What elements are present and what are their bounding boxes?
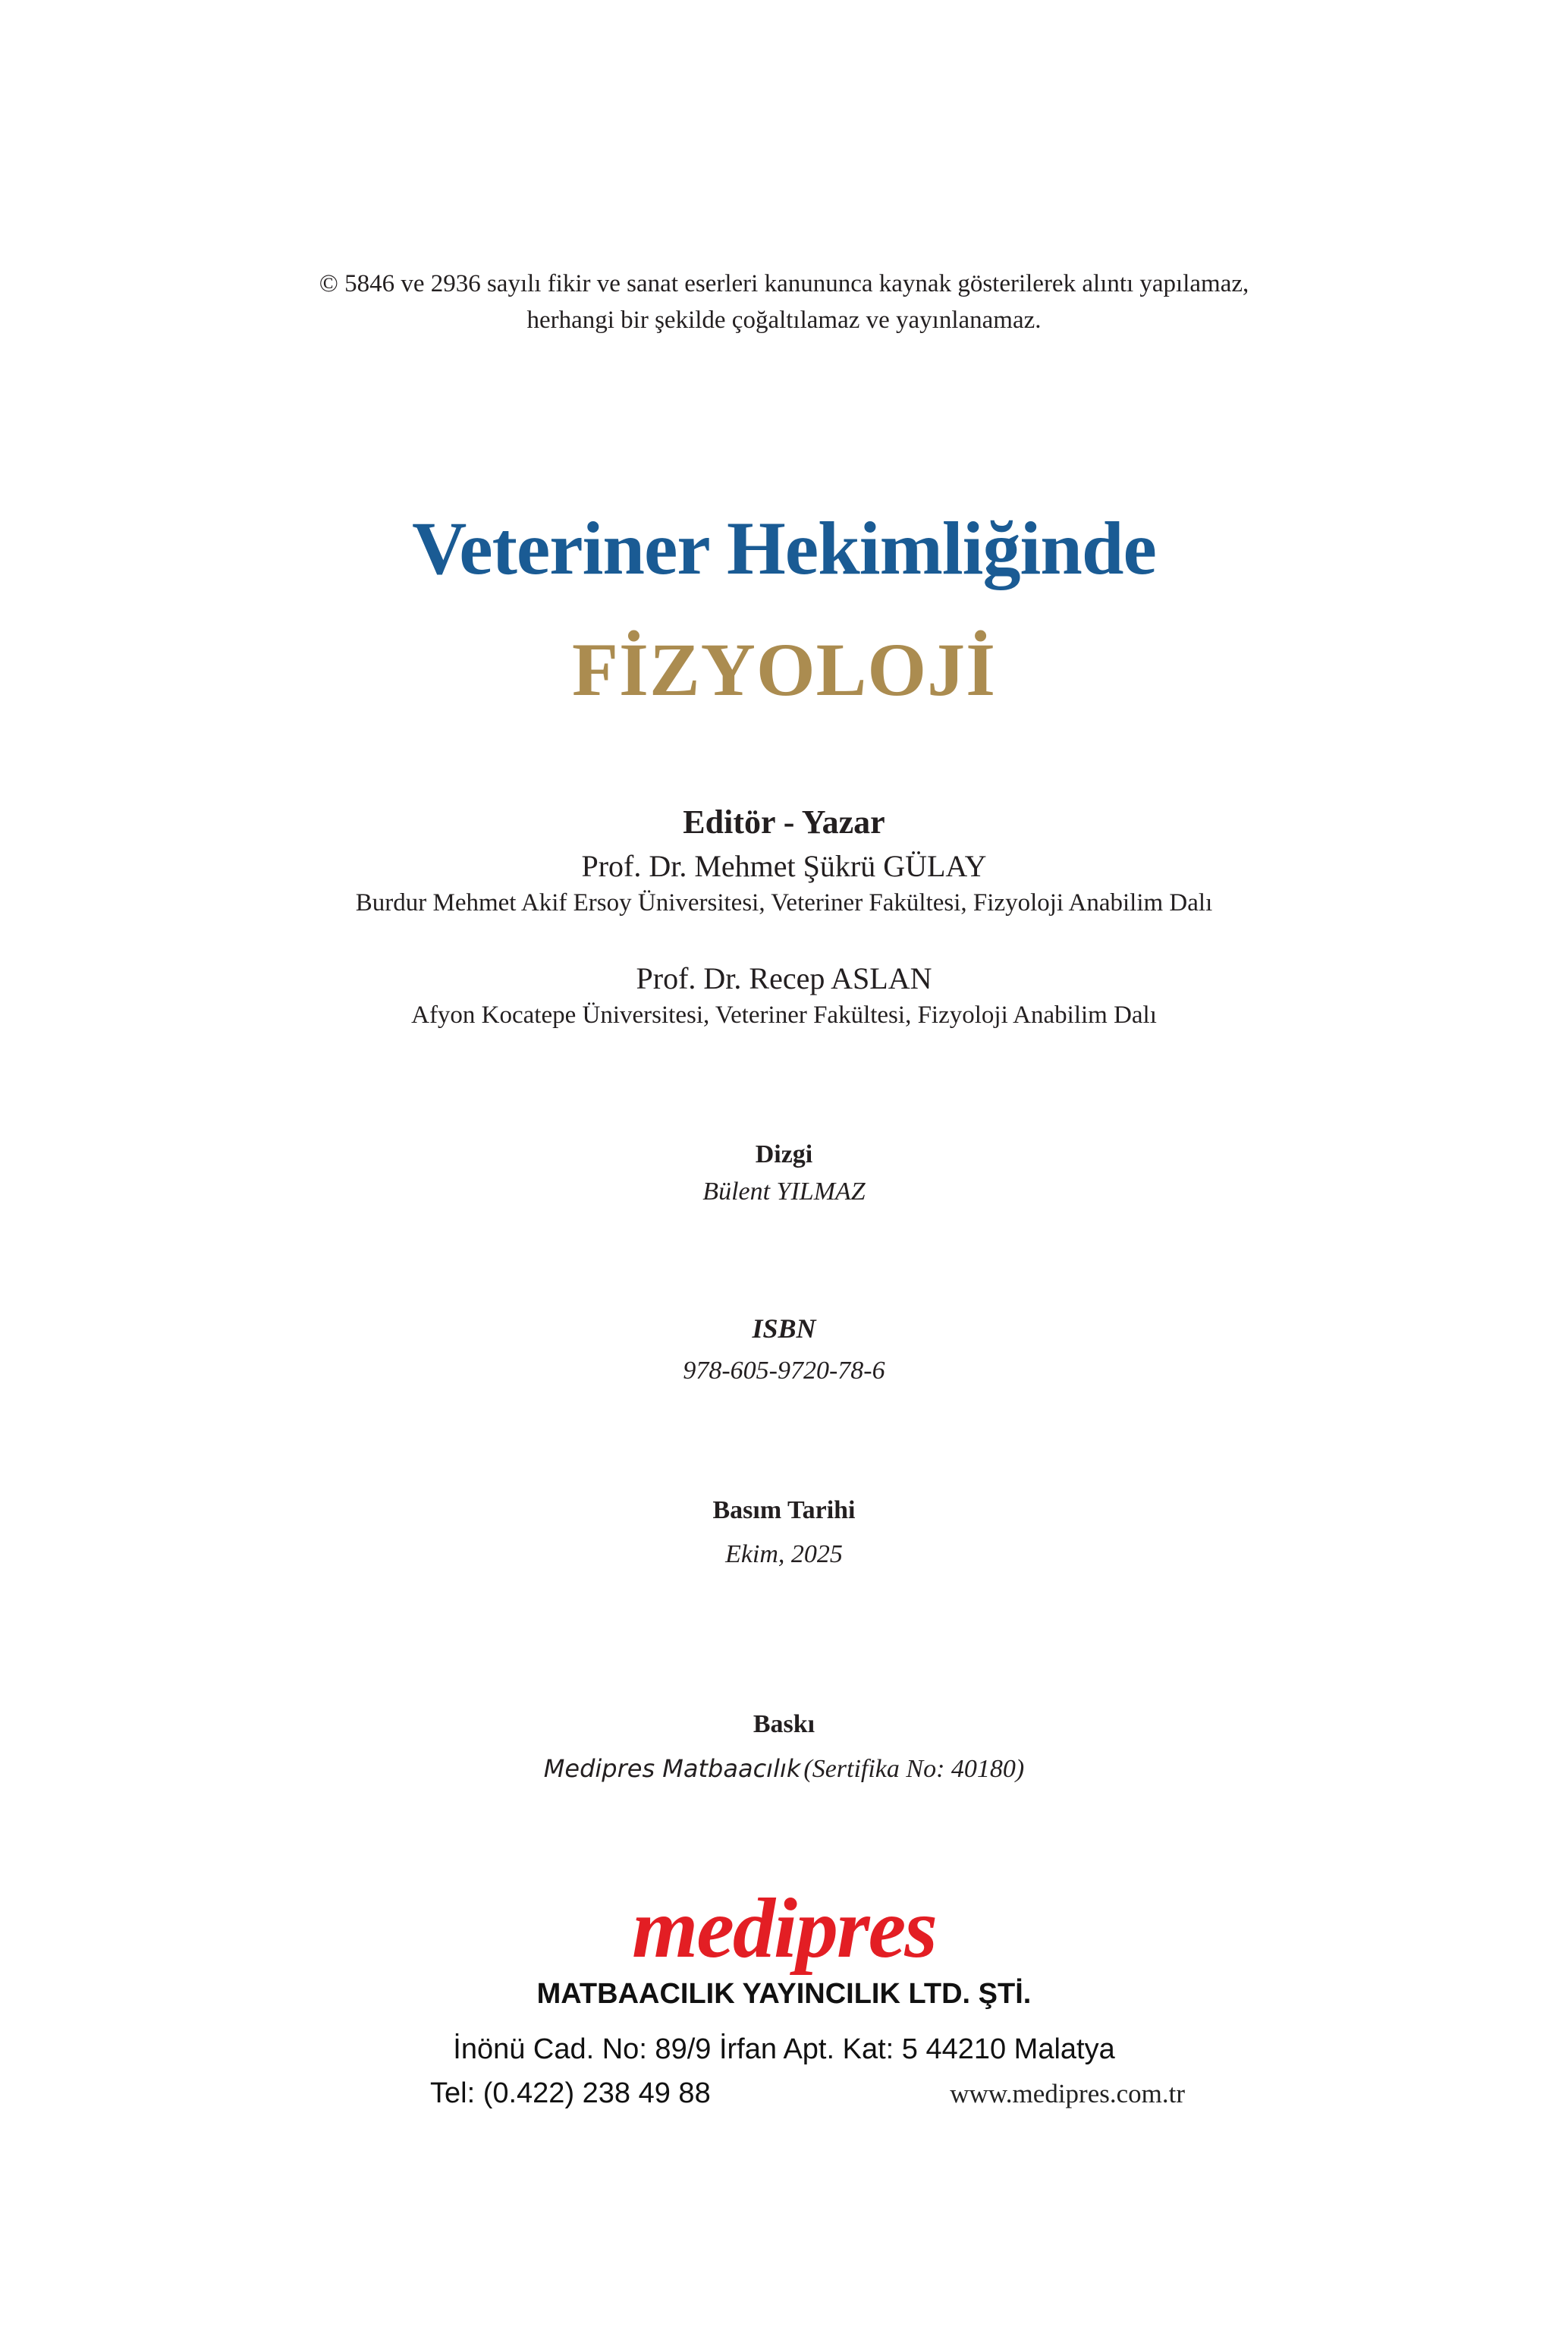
editor-1-affiliation: Burdur Mehmet Akif Ersoy Üniversitesi, Veteriner Fakültesi, Fizyoloji Anabilim Dalı xyxy=(355,889,1213,917)
publisher-address: İnönü Cad. No: 89/9 İrfan Apt. Kat: 5 44210 Malatya xyxy=(453,2033,1115,2065)
printer-certificate: (Sertifika No: 40180) xyxy=(803,1755,1025,1783)
print-date-value: Ekim, 2025 xyxy=(725,1540,843,1568)
copyright-notice xyxy=(0,266,1568,338)
typesetting-value: Bülent YILMAZ xyxy=(702,1178,866,1206)
book-title-line-1: Veteriner Hekimliğinde xyxy=(412,506,1156,590)
publisher-company: MATBAACILIK YAYINCILIK LTD. ŞTİ. xyxy=(536,1978,1032,2010)
editor-role-heading: Editör - Yazar xyxy=(683,803,885,841)
editor-1-name: Prof. Dr. Mehmet Şükrü GÜLAY xyxy=(581,849,987,883)
typesetting-label: Dizgi xyxy=(755,1140,813,1168)
printing-label: Baskı xyxy=(753,1710,815,1738)
isbn-value: 978-605-9720-78-6 xyxy=(683,1357,885,1385)
isbn-label: ISBN xyxy=(752,1313,816,1344)
publisher-website[interactable]: www.medipres.com.tr xyxy=(950,2079,1185,2108)
printer-name: Medipres Matbaacılık xyxy=(543,1754,801,1783)
publisher-tel: Tel: (0.422) 238 49 88 xyxy=(430,2077,711,2109)
copyright-line-2: herhangi bir şekilde çoğaltılamaz ve yayınlanamaz. xyxy=(526,307,1042,334)
editor-2-affiliation: Afyon Kocatepe Üniversitesi, Veteriner Fakültesi, Fizyoloji Anabilim Dalı xyxy=(411,1001,1157,1029)
publisher-logo: medipres xyxy=(632,1882,936,1976)
book-title-line-2: FİZYOLOJİ xyxy=(571,627,997,712)
editor-2-name: Prof. Dr. Recep ASLAN xyxy=(636,961,932,995)
printing-details xyxy=(0,1754,1568,1784)
copyright-line-1: © 5846 ve 2936 sayılı fikir ve sanat eserleri kanununca kaynak gösterilerek alıntı yapılamaz, xyxy=(319,270,1249,297)
print-date-label: Basım Tarihi xyxy=(712,1496,856,1524)
